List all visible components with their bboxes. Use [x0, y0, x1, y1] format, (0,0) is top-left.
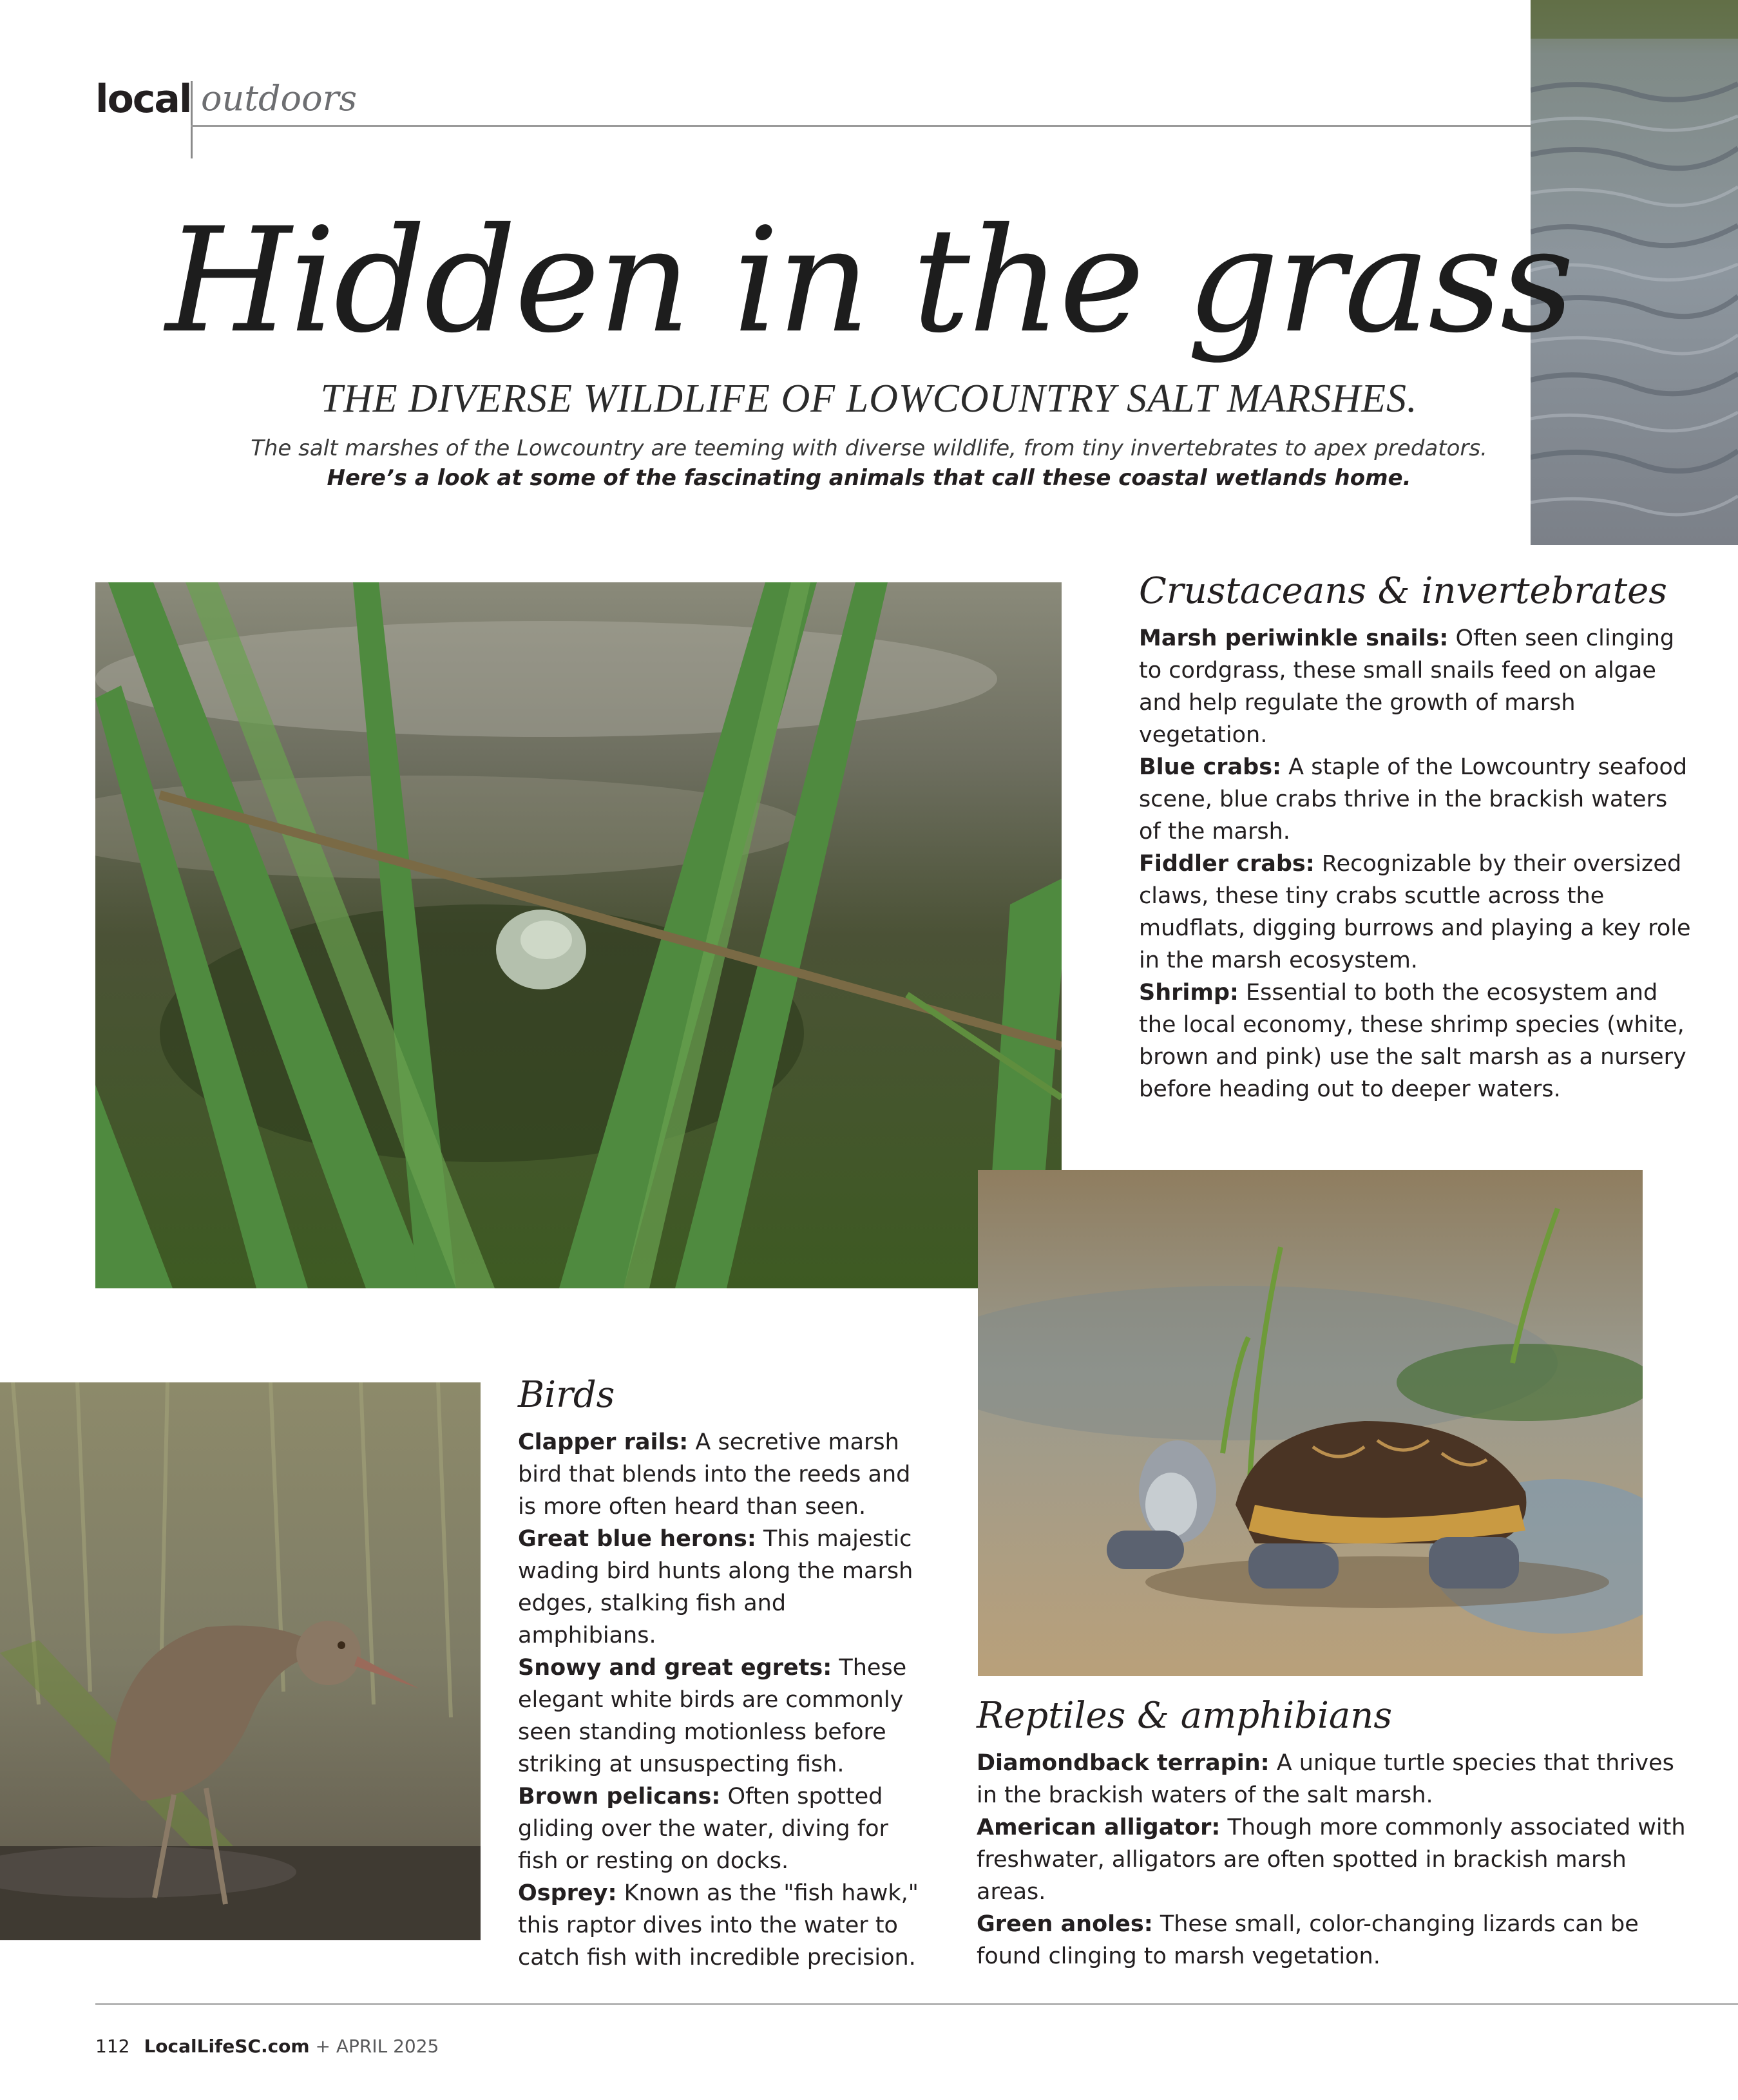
footer — [95, 2036, 439, 2057]
reptiles-section — [977, 1695, 1698, 1972]
item-text: Often seen clinging to cordgrass, these small snails feed on algae and help regulate the growth of marsh vegetation. — [1139, 625, 1675, 749]
list-item — [518, 1523, 930, 1652]
page-subtitle: THE DIVERSE WILDLIFE OF LOWCOUNTRY SALT MARSHES. — [320, 377, 1418, 421]
item-name: Brown pelicans: — [518, 1784, 721, 1810]
item-name: Snowy and great egrets: — [518, 1655, 832, 1681]
list-item — [518, 1426, 930, 1523]
item-text: A secretive marsh bird that blends into the reeds and is more often heard than seen. — [518, 1429, 911, 1520]
item-text: Known as the "fish hawk," this raptor dives into the water to catch fish with incredible precision. — [518, 1880, 919, 1971]
item-text: Often spotted gliding over the water, diving for fish or resting on docks. — [518, 1784, 888, 1875]
snail-photo — [95, 582, 1062, 1288]
item-text: These small, color-changing lizards can be found clinging to marsh vegetation. — [977, 1911, 1639, 1970]
crustaceans-body — [1139, 622, 1693, 1105]
section-divider — [191, 81, 193, 158]
item-name: Osprey: — [518, 1880, 617, 1907]
section-label: local — [95, 77, 191, 122]
item-name: Great blue herons: — [518, 1526, 756, 1552]
item-name: Fiddler crabs: — [1139, 851, 1315, 877]
birds-body — [518, 1426, 930, 1974]
item-text: A staple of the Lowcountry seafood scene, blue crabs thrive in the brackish waters of the marsh. — [1139, 754, 1688, 845]
list-item — [977, 1908, 1698, 1972]
item-name: American alligator: — [977, 1815, 1221, 1841]
clapper-rail-photo — [0, 1382, 481, 1940]
item-text: Though more commonly associated with freshwater, alligators are often spotted in brackish marsh areas. — [977, 1815, 1686, 1905]
crustaceans-heading: Crustaceans & invertebrates — [1139, 570, 1668, 612]
item-text: Recognizable by their oversized claws, these tiny crabs scuttle across the mudflats, digging burrows and playing a key role in the marsh ecosystem. — [1139, 851, 1691, 974]
item-name: Shrimp: — [1139, 980, 1239, 1006]
crustaceans-section — [1139, 571, 1693, 1105]
issue-date: + APRIL 2025 — [315, 2036, 439, 2057]
birds-heading: Birds — [518, 1374, 615, 1416]
item-text: A unique turtle species that thrives in the brackish waters of the salt marsh. — [977, 1750, 1674, 1809]
item-text: These elegant white birds are commonly seen standing motionless before striking at unsuspecting fish. — [518, 1655, 907, 1778]
list-item — [1139, 848, 1693, 977]
intro-line-1: The salt marshes of the Lowcountry are teeming with diverse wildlife, from tiny invertebrates to apex predators. — [251, 435, 1487, 461]
list-item — [1139, 977, 1693, 1105]
item-text: Essential to both the ecosystem and the local economy, these shrimp species (white, brown and pink) use the salt marsh as a nursery before heading out to deeper waters. — [1139, 980, 1686, 1103]
item-name: Marsh periwinkle snails: — [1139, 625, 1449, 652]
intro-line-2: Here’s a look at some of the fascinating animals that call these coastal wetlands home. — [327, 465, 1411, 491]
terrapin-photo — [978, 1170, 1643, 1676]
list-item — [518, 1652, 930, 1780]
reptiles-heading: Reptiles & amphibians — [977, 1695, 1393, 1737]
birds-section — [518, 1375, 930, 1974]
subsection-label: outdoors — [201, 78, 358, 119]
list-item — [518, 1877, 930, 1974]
list-item — [1139, 622, 1693, 751]
reptiles-body — [977, 1747, 1698, 1972]
list-item — [1139, 751, 1693, 848]
item-name: Blue crabs: — [1139, 754, 1282, 781]
item-name: Green anoles: — [977, 1911, 1153, 1938]
list-item — [518, 1780, 930, 1877]
item-name: Diamondback terrapin: — [977, 1750, 1270, 1777]
header-rule — [191, 125, 1531, 127]
item-text: This majestic wading bird hunts along the marsh edges, stalking fish and amphibians. — [518, 1526, 913, 1649]
list-item — [977, 1811, 1698, 1908]
page-number: 112 — [95, 2036, 130, 2057]
page-title: Hidden in the grass — [166, 196, 1572, 365]
list-item — [977, 1747, 1698, 1811]
footer-rule — [95, 2003, 1738, 2005]
site-link[interactable]: LocalLifeSC.com — [144, 2036, 310, 2057]
item-name: Clapper rails: — [518, 1429, 689, 1456]
